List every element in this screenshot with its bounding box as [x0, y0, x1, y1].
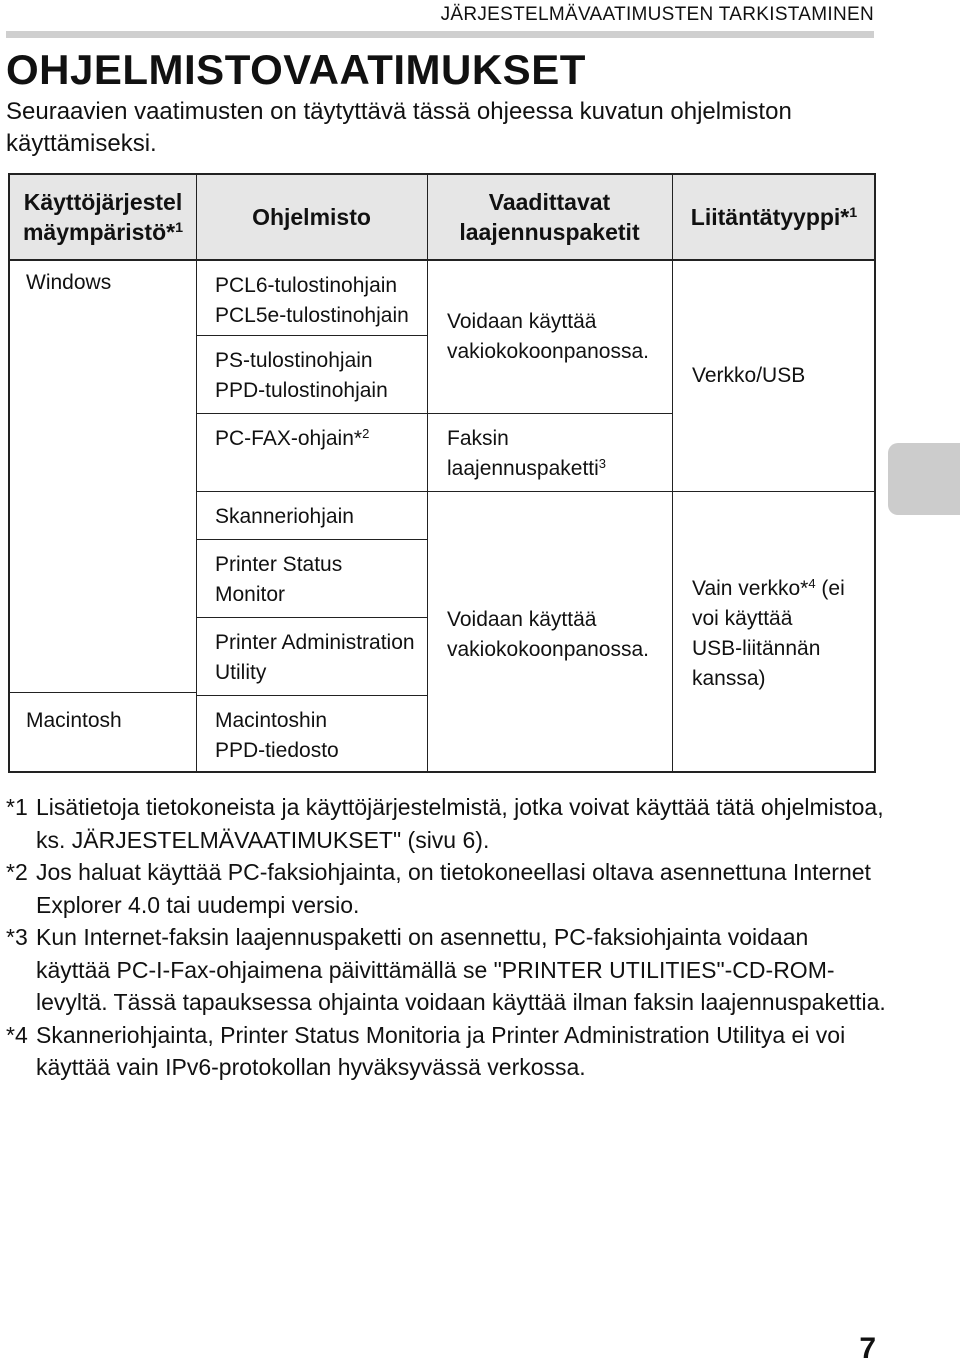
footnote-3: *3 Kun Internet-faksin laajennuspaketti on asennettu, PC-faksiohjainta voidaan käyttää PC-I-Fax-ohjaimena päivittämällä se "PRINTER UTILITIES"-CD-ROM-levyltä. Tässä tapauksessa ohjainta voidaan käyttää ilman faksin laajennuspakettia. — [6, 924, 886, 1015]
running-header: JÄRJESTELMÄVAATIMUSTEN TARKISTAMINEN — [440, 4, 874, 25]
row-divider — [196, 491, 427, 492]
software-printer-status-monitor: Printer Status Monitor — [215, 553, 343, 606]
software-pcl-drivers: PCL6-tulostinohjain PCL5e-tulostinohjain — [215, 274, 409, 327]
package-fax-expansion: Faksin laajennuspaketti$^3$ — [447, 427, 607, 480]
page-number: 7 — [859, 1332, 876, 1365]
header-os: Käyttöjärjestel mäympäristö*$^1$ — [22, 189, 184, 245]
connection-network-only: Vain verkko*$^4$ (ei voi käyttää USB-liitännän kanssa) — [692, 575, 845, 690]
row-divider — [196, 413, 427, 414]
os-windows: Windows — [26, 271, 112, 294]
os-macintosh: Macintosh — [26, 709, 122, 732]
row-divider — [427, 491, 672, 492]
software-pc-fax-driver: PC-FAX-ohjain*$^2$ — [215, 425, 370, 450]
footnote-4: *4 Skanneriohjainta, Printer Status Monitoria ja Printer Administration Utilitya ei voi käyttää vain IPv6-protokollan hyväksyvässä verkossa. — [6, 1021, 846, 1080]
header-software: Ohjelmisto — [252, 204, 371, 230]
row-divider — [427, 413, 672, 414]
software-ps-ppd-drivers: PS-tulostinohjain PPD-tulostinohjain — [215, 349, 388, 402]
row-divider — [196, 695, 427, 696]
footnotes — [6, 791, 886, 1084]
intro-paragraph: Seuraavien vaatimusten on täytyttävä tässä ohjeessa kuvatun ohjelmiston käyttämiseksi. — [6, 98, 792, 157]
footnote-2: *2 Jos haluat käyttää PC-faksiohjainta, on tietokoneellasi oltava asennettuna Internet Explorer 4.0 tai uudempi versio. — [6, 859, 871, 918]
row-divider — [10, 692, 196, 693]
software-scanner-driver: Skanneriohjain — [215, 505, 354, 528]
connection-network-usb: Verkko/USB — [692, 364, 806, 387]
column-divider — [672, 175, 673, 771]
row-divider — [672, 491, 876, 492]
row-divider — [196, 539, 427, 540]
column-divider — [196, 175, 197, 771]
page-title: OHJELMISTOVAATIMUKSET — [6, 46, 586, 93]
package-standard-scanner-mac: Voidaan käyttää vakiokokoonpanossa. — [447, 608, 649, 661]
header-packages: Vaadittavat laajennuspaketit — [459, 189, 640, 245]
software-requirements-table — [8, 173, 876, 773]
header-connection: Liitäntätyyppi*$^1$ — [690, 204, 858, 230]
chapter-side-tab — [888, 443, 960, 515]
row-divider — [196, 335, 427, 336]
software-printer-administration-utility: Printer Administration Utility — [215, 631, 415, 684]
package-standard-windows: Voidaan käyttää vakiokokoonpanossa. — [447, 310, 649, 363]
header-rule — [6, 31, 874, 38]
column-divider — [427, 175, 428, 771]
footnote-1: *1 Lisätietoja tietokoneista ja käyttöjärjestelmistä, jotka voivat käyttää tätä ohjelmistoa, ks. JÄRJESTELMÄVAATIMUKSET" (sivu 6). — [6, 794, 884, 853]
row-divider — [196, 617, 427, 618]
software-macintosh-ppd-file: Macintoshin PPD-tiedosto — [215, 709, 339, 762]
